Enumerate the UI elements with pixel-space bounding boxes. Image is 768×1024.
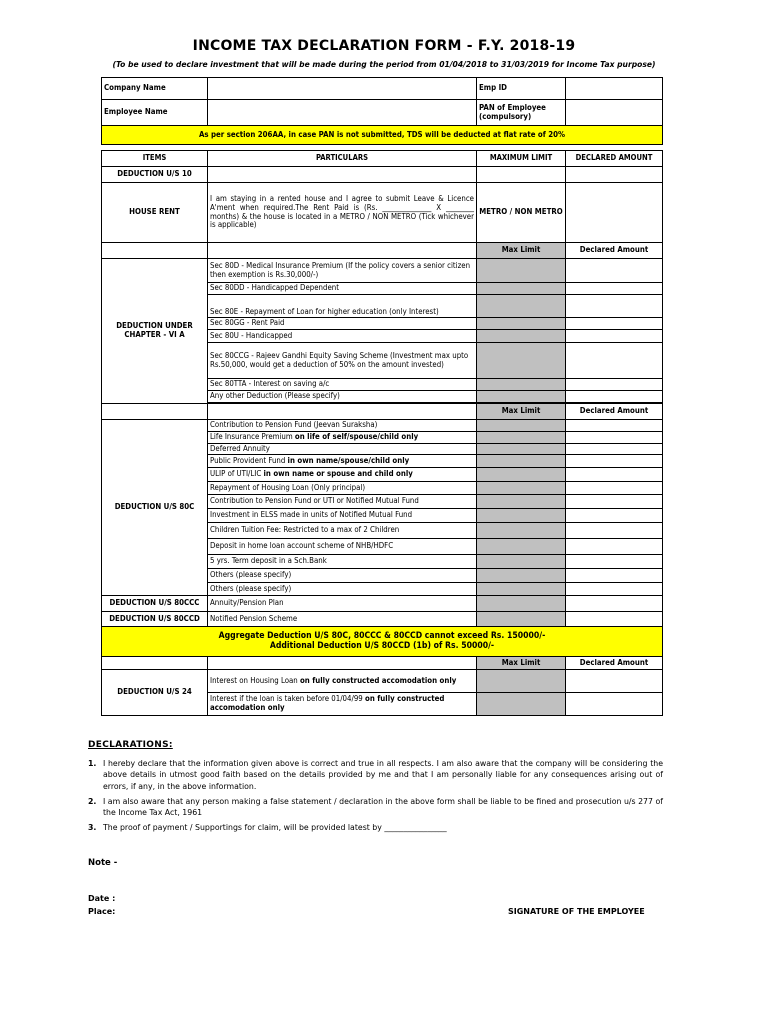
pan-field[interactable] <box>566 100 663 126</box>
sec80c-item: 5 yrs. Term deposit in a Sch.Bank <box>208 555 477 569</box>
max-limit-cell <box>477 468 566 482</box>
aggregate-line-2: Additional Deduction U/S 80CCD (1b) of Rs. 50000/- <box>269 640 495 651</box>
house-rent-text: I am staying in a rented house and I agree to submit Leave & Licence A'ment when required.The Rent Paid is (Rs. ______________ X ________ months) & the house is located in a METRO / NON METRO (Tick whichever is applicable) <box>208 183 477 243</box>
max-limit-cell <box>477 318 566 330</box>
declarations-heading: DECLARATIONS: <box>88 740 173 750</box>
sec24-item: Interest on Housing Loan on fully constructed accomodation only <box>208 670 477 693</box>
employee-name-label: Employee Name <box>102 100 208 126</box>
declared-amount-cell[interactable] <box>566 295 663 318</box>
max-limit-cell <box>477 693 566 716</box>
max-limit-cell <box>477 555 566 569</box>
max-limit-subheader: Max Limit <box>477 243 566 259</box>
signature-label: SIGNATURE OF THE EMPLOYEE <box>508 907 645 916</box>
chapter-via-item: Sec 80U - Handicapped <box>208 330 477 343</box>
declared-amount-cell[interactable] <box>566 444 663 455</box>
house-rent-label: HOUSE RENT <box>102 183 208 243</box>
chapter-via-item: Sec 80TTA - Interest on saving a/c <box>208 379 477 391</box>
header-particulars: PARTICULARS <box>208 151 477 167</box>
max-limit-cell <box>477 330 566 343</box>
declarations-section <box>88 740 663 838</box>
max-limit-cell <box>477 596 566 612</box>
declaration-item: 1. I hereby declare that the information given above is correct and true in all respects. I am also aware that the company will be considering the above details in utmost good faith based on the details provided by me and that I am personally liable for any consequences arising out of errors, if any, in the above information. <box>88 759 663 791</box>
declared-amount-cell[interactable] <box>566 693 663 716</box>
max-limit-subheader: Max Limit <box>477 657 566 670</box>
max-limit-cell <box>477 259 566 283</box>
sec80ccc-item: Annuity/Pension Plan <box>208 596 477 612</box>
sec80c-item: Public Provident Fund in own name/spouse/child only <box>208 455 477 468</box>
header-declared-amount: DECLARED AMOUNT <box>566 151 663 167</box>
max-limit-cell <box>477 379 566 391</box>
declared-amount-cell[interactable] <box>566 482 663 495</box>
declaration-item: 3. The proof of payment / Supportings for claim, will be provided latest by ________________ <box>88 823 447 833</box>
pan-notice: As per section 206AA, in case PAN is not submitted, TDS will be deducted at flat rate of 20% <box>102 126 663 145</box>
declared-amount-cell[interactable] <box>566 283 663 295</box>
declared-amount-cell[interactable] <box>566 612 663 627</box>
max-limit-cell <box>477 455 566 468</box>
chapter-via-label: DEDUCTION UNDER CHAPTER - VI A <box>102 259 208 404</box>
sec80c-item: ULIP of UTI/LIC in own name or spouse and child only <box>208 468 477 482</box>
sec80c-item: Others (please specify) <box>208 583 477 596</box>
sec80c-item: Deposit in home loan account scheme of NHB/HDFC <box>208 539 477 555</box>
declared-amount-subheader: Declared Amount <box>566 657 663 670</box>
declared-amount-cell[interactable] <box>566 455 663 468</box>
place-label: Place: <box>88 907 116 916</box>
sec80ccc-label: DEDUCTION U/S 80CCC <box>102 596 208 612</box>
chapter-via-item: Sec 80D - Medical Insurance Premium (If the policy covers a senior citizen then exemption is Rs.30,000/-) <box>208 259 477 283</box>
employee-name-field[interactable] <box>208 100 477 126</box>
pan-label: PAN of Employee (compulsory) <box>477 100 566 126</box>
declared-amount-cell[interactable] <box>566 318 663 330</box>
max-limit-cell <box>477 583 566 596</box>
declared-amount-cell[interactable] <box>566 432 663 444</box>
max-limit-cell <box>477 539 566 555</box>
header-items: ITEMS <box>102 151 208 167</box>
sec80c-label: DEDUCTION U/S 80C <box>102 420 208 596</box>
max-limit-cell <box>477 569 566 583</box>
declared-amount-cell[interactable] <box>566 259 663 283</box>
declared-amount-cell[interactable] <box>566 569 663 583</box>
declared-amount-cell[interactable] <box>566 379 663 391</box>
declared-amount-cell[interactable] <box>566 391 663 403</box>
sec80ccd-item: Notified Pension Scheme <box>208 612 477 627</box>
max-limit-cell <box>477 343 566 379</box>
form-title: INCOME TAX DECLARATION FORM - F.Y. 2018-19 <box>192 38 576 54</box>
sec80c-item: Repayment of Housing Loan (Only principal) <box>208 482 477 495</box>
emp-id-field[interactable] <box>566 78 663 100</box>
sec80c-item: Contribution to Pension Fund (Jeevan Suraksha) <box>208 420 477 432</box>
declared-amount-cell[interactable] <box>566 420 663 432</box>
header-max-limit: MAXIMUM LIMIT <box>477 151 566 167</box>
declared-amount-cell[interactable] <box>566 539 663 555</box>
sec80c-item: Children Tuition Fee: Restricted to a max of 2 Children <box>208 523 477 539</box>
max-limit-subheader: Max Limit <box>477 404 566 420</box>
declared-amount-cell[interactable] <box>566 555 663 569</box>
max-limit-cell <box>477 670 566 693</box>
max-limit-cell <box>477 295 566 318</box>
declared-amount-subheader: Declared Amount <box>566 404 663 420</box>
declared-amount-cell[interactable] <box>566 583 663 596</box>
declared-amount-cell[interactable] <box>566 509 663 523</box>
max-limit-cell <box>477 283 566 295</box>
company-name-field[interactable] <box>208 78 477 100</box>
max-limit-cell <box>477 482 566 495</box>
sec80c-item: Investment in ELSS made in units of Notified Mutual Fund <box>208 509 477 523</box>
form-subtitle: (To be used to declare investment that will be made during the period from 01/04/2018 to 31/03/2019 for Income Tax purpose) <box>112 60 656 69</box>
sec80c-item: Deferred Annuity <box>208 444 477 455</box>
declared-amount-cell[interactable] <box>566 343 663 379</box>
aggregate-line-1: Aggregate Deduction U/S 80C, 80CCC & 80CCD cannot exceed Rs. 150000/- <box>218 630 546 641</box>
chapter-via-item: Sec 80GG - Rent Paid <box>208 318 477 330</box>
aggregate-notice <box>102 627 663 657</box>
declaration-table <box>101 77 663 716</box>
max-limit-cell <box>477 432 566 444</box>
sec80c-item: Contribution to Pension Fund or UTI or Notified Mutual Fund <box>208 495 477 509</box>
declared-amount-cell[interactable] <box>566 468 663 482</box>
max-limit-cell <box>477 509 566 523</box>
max-limit-cell <box>477 420 566 432</box>
chapter-via-item: Any other Deduction (Please specify) <box>208 391 477 403</box>
sec80ccd-label: DEDUCTION U/S 80CCD <box>102 612 208 627</box>
max-limit-cell <box>477 523 566 539</box>
declared-amount-cell[interactable] <box>566 596 663 612</box>
max-limit-cell <box>477 444 566 455</box>
metro-option[interactable]: METRO / NON METRO <box>477 183 566 243</box>
sec24-label: DEDUCTION U/S 24 <box>102 670 208 716</box>
chapter-via-item: Sec 80CCG - Rajeev Gandhi Equity Saving Scheme (Investment max upto Rs.50,000, would get a deduction of 50% on the amount invested) <box>208 343 477 379</box>
company-name-label: Company Name <box>102 78 208 100</box>
declared-amount-cell[interactable] <box>566 495 663 509</box>
chapter-via-item: Sec 80DD - Handicapped Dependent <box>208 283 477 295</box>
sec24-item: Interest if the loan is taken before 01/04/99 on fully constructed accomodation only <box>208 693 477 716</box>
house-rent-amount[interactable] <box>566 183 663 243</box>
note-label: Note - <box>88 858 118 868</box>
max-limit-cell <box>477 612 566 627</box>
emp-id-label: Emp ID <box>477 78 566 100</box>
declaration-item: 2. I am also aware that any person making a false statement / declaration in the above form shall be liable to be fined and prosecution u/s 277 of the Income Tax Act, 1961 <box>88 796 663 818</box>
sec80c-item: Others (please specify) <box>208 569 477 583</box>
max-limit-cell <box>477 495 566 509</box>
deduction-10-label: DEDUCTION U/S 10 <box>102 167 208 183</box>
chapter-via-item: Sec 80E - Repayment of Loan for higher education (only Interest) <box>208 295 477 318</box>
sec80c-item: Life Insurance Premium on life of self/spouse/child only <box>208 432 477 444</box>
declared-amount-cell[interactable] <box>566 523 663 539</box>
declared-amount-subheader: Declared Amount <box>566 243 663 259</box>
declarations-list <box>88 758 663 834</box>
declared-amount-cell[interactable] <box>566 670 663 693</box>
declared-amount-cell[interactable] <box>566 330 663 343</box>
max-limit-cell <box>477 391 566 403</box>
date-label: Date : <box>88 894 116 903</box>
